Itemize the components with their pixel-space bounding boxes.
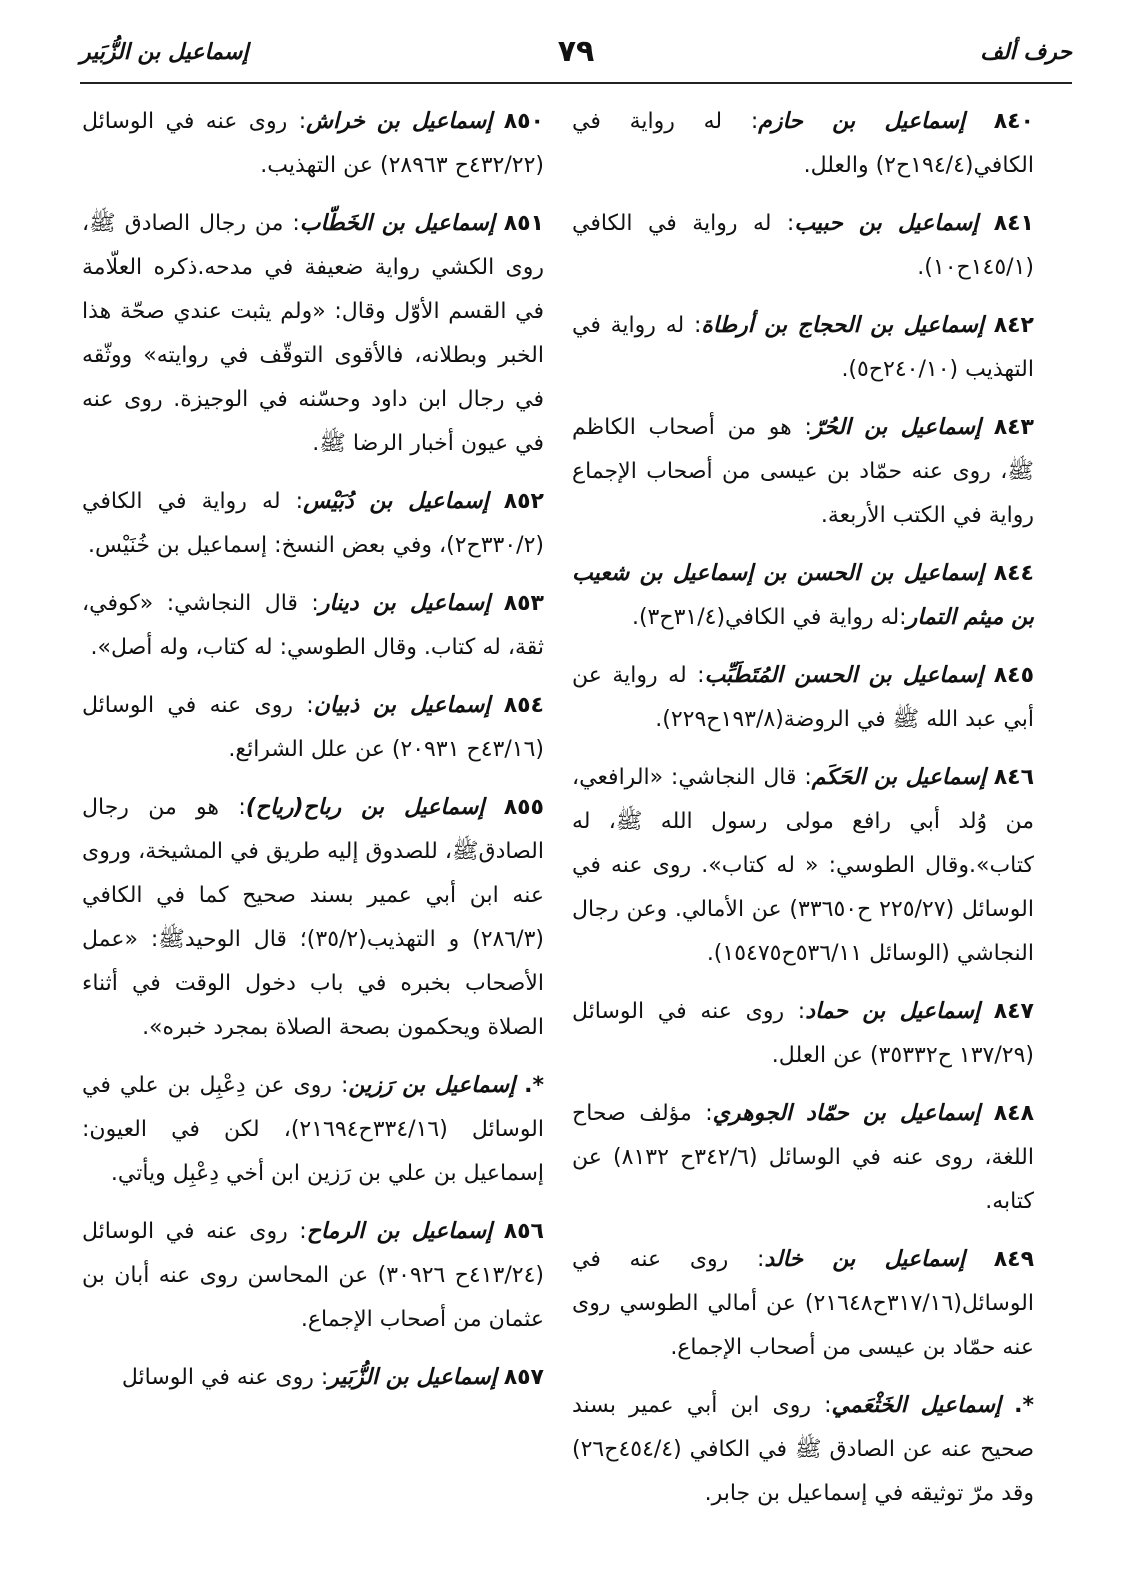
section-title: حرف ألف xyxy=(980,40,1072,65)
entry-text: : قال النجاشي: «كوفي، ثقة، له كتاب. وقال الطوسي: له كتاب، وله أصل». xyxy=(82,591,544,660)
entry-name: إسماعيل بن الحسن بن إسماعيل بن شعيب بن ميثم التمار xyxy=(572,561,1034,630)
entry-name: إسماعيل بن حازم xyxy=(758,109,965,134)
entry-name: إسماعيل بن الحجاج بن أرطاة xyxy=(701,313,984,338)
entry-name: إسماعيل بن الحسن المُتَطَبِّب xyxy=(704,663,984,688)
entry-number: *. xyxy=(1014,1393,1034,1418)
entry xyxy=(82,1064,544,1196)
entry-text: : روى عن دِعْبِل بن علي في الوسائل (٣٣٤/١٦ح٢١٦٩٤)، لكن في العيون: إسماعيل بن علي بن رَزين ابن أخي دِعْبِل ويأتي. xyxy=(82,1073,544,1186)
entry-number: ٨٥٢ xyxy=(503,489,544,514)
entry-text: : روى عنه في الوسائل xyxy=(121,1365,329,1390)
entry xyxy=(572,552,1034,640)
entry-name: إسماعيل بن حبيب xyxy=(794,211,979,236)
entry-name: إسماعيل بن خالد xyxy=(764,1247,965,1272)
entry-name: إسماعيل بن رباح(رياح) xyxy=(245,795,485,820)
left-column xyxy=(82,100,544,1414)
page-header xyxy=(80,30,1072,84)
entry-text: : له رواية في الكافي(١٩٤/٤ح٢) والعلل. xyxy=(572,109,1034,178)
entry-text: : روى عنه في الوسائل (٤٣/١٦ح ٢٠٩٣١) عن علل الشرائع. xyxy=(82,693,544,762)
entry xyxy=(82,684,544,772)
entry-name: إسماعيل بن دينار xyxy=(318,591,491,616)
entry-number: ٨٥٧ xyxy=(503,1365,544,1390)
entry xyxy=(572,1238,1034,1370)
entry-name: إسماعيل بن ذبيان xyxy=(313,693,491,718)
entry-number: ٨٥١ xyxy=(503,211,544,236)
entry-number: ٨٤٩ xyxy=(993,1247,1035,1272)
entry-name: إسماعيل بن الخَطّاب xyxy=(299,211,495,236)
entry-text: : هو من رجال الصادقﷺ، للصدوق إليه طريق في المشيخة، وروى عنه ابن أبي عمير بسند صحيح كما في الكافي (٢٨٦/٣) و التهذيب(٣٥/٢)؛ قال الوحيدﷺ: «عمل الأصحاب بخبره في باب دخول الوقت في أثناء الصلاة ويحكمون بصحة الصلاة بمجرد خبره». xyxy=(82,795,544,1040)
entry-number: ٨٤٧ xyxy=(993,999,1034,1024)
entry-number: ٨٤٥ xyxy=(993,663,1035,688)
entry-number: ٨٥٠ xyxy=(503,109,544,134)
entry-text: : قال النجاشي: «الرافعي، من وُلد أبي رافع مولى رسول الله ﷺ، له كتاب».وقال الطوسي: « له كتاب». روى عنه في الوسائل (٢٢٥/٢٧ ح٣٣٦٥٠) عن الأمالي. وعن رجال النجاشي (الوسائل ٥٣٦/١١ح١٥٤٧٥). xyxy=(572,765,1034,966)
entry-number: ٨٥٤ xyxy=(503,693,544,718)
entry xyxy=(572,100,1034,188)
entry-text: : من رجال الصادق ﷺ، روى الكشي رواية ضعيفة في مدحه.ذكره العلّامة في القسم الأوّل وقال: «ولم يثبت عندي صحّة هذا الخبر وبطلانه، فالأقوى التوقّف في روايته» ووثّقه في رجال ابن داود وحسّنه في الوجيزة. روى عنه في عيون أخبار الرضا ﷺ. xyxy=(82,211,544,456)
entry-number: ٨٤٨ xyxy=(993,1101,1035,1126)
entry-name: إسماعيل بن الحُرّ xyxy=(811,415,981,440)
entry-number: ٨٤٤ xyxy=(993,561,1034,586)
entry-number: ٨٤١ xyxy=(993,211,1034,236)
entry xyxy=(82,786,544,1050)
entry xyxy=(572,1092,1034,1224)
entry-text: : له رواية في التهذيب (٢٤٠/١٠ح٥). xyxy=(572,313,1034,382)
entry-number: ٨٤٦ xyxy=(993,765,1035,790)
entry-name: إسماعيل بن الحَكَم xyxy=(811,765,986,790)
entry xyxy=(572,756,1034,976)
entry-name: إسماعيل بن دُبَيْس xyxy=(303,489,489,514)
entry xyxy=(572,304,1034,392)
entry-text: : روى عنه في الوسائل(٣١٧/١٦ح٢١٦٤٨) عن أمالي الطوسي روى عنه حمّاد بن عيسى من أصحاب الإجماع. xyxy=(572,1247,1034,1360)
entry xyxy=(572,1384,1034,1516)
entry-number: ٨٤٠ xyxy=(993,109,1034,134)
entry-text: : له رواية في الكافي (١٤٥/١ح١٠). xyxy=(572,211,1034,280)
entry-text: : روى عنه في الوسائل (٤٣٢/٢٢ح ٢٨٩٦٣) عن التهذيب. xyxy=(82,109,544,178)
running-head: إسماعيل بن الزُّبَير xyxy=(80,40,249,65)
entry-number: ٨٤٣ xyxy=(993,415,1034,440)
entry-text: : له رواية عن أبي عبد الله ﷺ في الروضة(١٩٣/٨ح٢٢٩). xyxy=(572,663,1034,732)
entry-text: : مؤلف صحاح اللغة، روى عنه في الوسائل (٣٤٢/٦ح ٨١٣٢) عن كتابه. xyxy=(572,1101,1035,1214)
entry-name: إسماعيل الخَثْعَمي xyxy=(831,1393,1002,1418)
page-number: ٧٩ xyxy=(557,34,595,69)
entry-number: ٨٥٥ xyxy=(503,795,544,820)
entry xyxy=(82,582,544,670)
entry-text: : روى ابن أبي عمير بسند صحيح عنه عن الصادق ﷺ في الكافي (٤٥٤/٤ح٢٦) وقد مرّ توثيقه في إسماعيل بن جابر. xyxy=(572,1393,1034,1506)
entry-text: :له رواية في الكافي(٣١/٤ح٣). xyxy=(631,605,907,630)
entry-number: ٨٥٣ xyxy=(503,591,544,616)
entry xyxy=(82,202,544,466)
entry-name: إسماعيل بن رَزين xyxy=(348,1073,516,1098)
entry-text: : هو من أصحاب الكاظم ﷺ، روى عنه حمّاد بن عيسى من أصحاب الإجماع رواية في الكتب الأربعة. xyxy=(572,415,1034,528)
entry-text: : روى عنه في الوسائل (٤١٣/٢٤ح ٣٠٩٢٦) عن المحاسن روى عنه أبان بن عثمان من أصحاب الإجماع. xyxy=(82,1219,545,1332)
entry-name: إسماعيل بن الرماح xyxy=(306,1219,493,1244)
entry-name: إسماعيل بن حمّاد الجوهري xyxy=(712,1101,981,1126)
entry-number: ٨٤٢ xyxy=(993,313,1034,338)
entry-number: ٨٥٦ xyxy=(503,1219,544,1244)
entry-text: : له رواية في الكافي (٣٣٠/٢ح٢)، وفي بعض النسخ: إسماعيل بن خُنَيْس. xyxy=(82,489,544,558)
entry-name: إسماعيل بن خراش xyxy=(306,109,493,134)
entry xyxy=(82,1356,544,1400)
entry-number: *. xyxy=(524,1073,544,1098)
entry xyxy=(572,654,1034,742)
entry xyxy=(572,990,1034,1078)
right-column xyxy=(572,100,1034,1530)
entry-name: إسماعيل بن حماد xyxy=(805,999,980,1024)
entry-text: : روى عنه في الوسائل (١٣٧/٢٩ ح٣٥٣٣٢) عن العلل. xyxy=(572,999,1034,1068)
entry xyxy=(82,100,544,188)
entry xyxy=(82,480,544,568)
entry-name: إسماعيل بن الزُّبَير xyxy=(328,1365,497,1390)
entry xyxy=(82,1210,544,1342)
entry xyxy=(572,202,1034,290)
entry xyxy=(572,406,1034,538)
